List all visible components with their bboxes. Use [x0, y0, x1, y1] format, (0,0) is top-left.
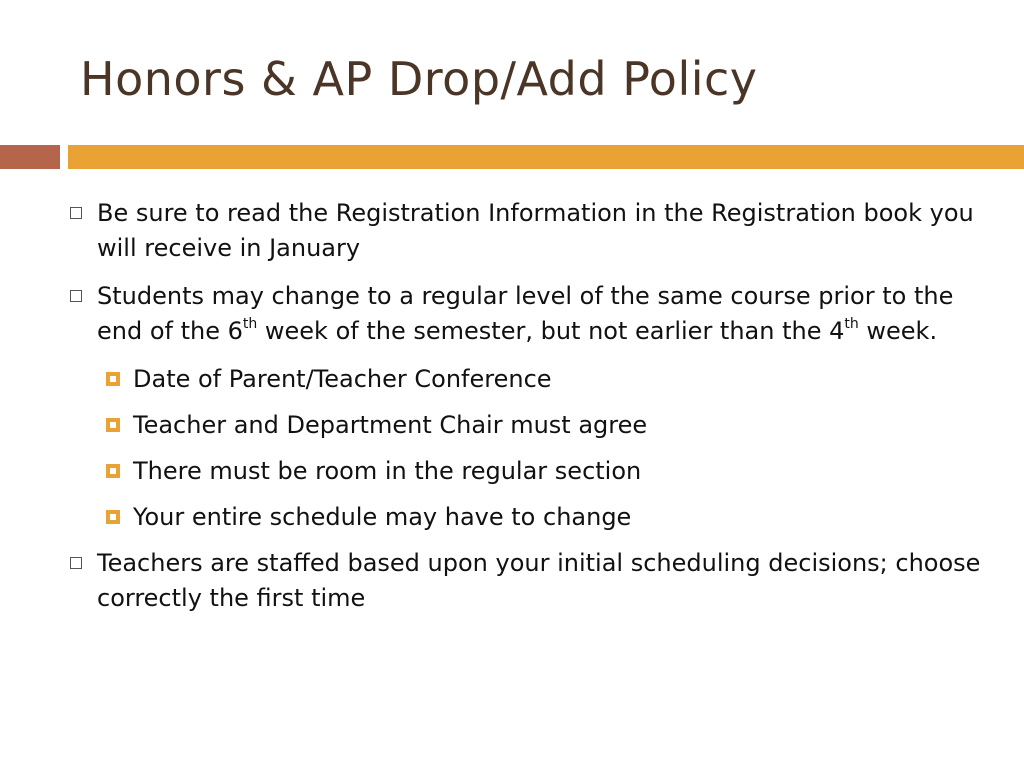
- title-rule-accent-right: [68, 145, 1024, 169]
- bullet-text: Teachers are staffed based upon your initial scheduling decisions; choose correctly the first time: [97, 549, 981, 612]
- sub-bullet-text: Your entire schedule may have to change: [133, 503, 632, 531]
- filled-square-bullet-icon: [106, 372, 120, 386]
- sub-bullet-text: There must be room in the regular section: [133, 457, 642, 485]
- slide-body: [64, 196, 1004, 629]
- bullet-text: Be sure to read the Registration Information in the Registration book you will receive in January: [97, 199, 974, 262]
- hollow-square-bullet-icon: [70, 207, 82, 219]
- hollow-square-bullet-icon: [70, 290, 82, 302]
- title-rule-accent-left: [0, 145, 60, 169]
- filled-square-bullet-icon: [106, 418, 120, 432]
- sub-bullet-text: Date of Parent/Teacher Conference: [133, 365, 552, 393]
- bullet-text: Students may change to a regular level of the same course prior to the end of the 6th week of the semester, but not earlier than the 4th week.: [97, 282, 954, 345]
- sub-bullet-conference-date: [64, 362, 1004, 397]
- sub-bullet-schedule-change: [64, 500, 1004, 535]
- sub-bullet-room: [64, 454, 1004, 489]
- sub-bullet-text: Teacher and Department Chair must agree: [133, 411, 648, 439]
- bullet-level-change: [64, 279, 1004, 349]
- filled-square-bullet-icon: [106, 464, 120, 478]
- slide-title: Honors & AP Drop/Add Policy: [80, 52, 758, 106]
- sub-bullet-chair-agree: [64, 408, 1004, 443]
- bullet-staffing: [64, 546, 1004, 616]
- filled-square-bullet-icon: [106, 510, 120, 524]
- bullet-registration-info: [64, 196, 1004, 266]
- hollow-square-bullet-icon: [70, 557, 82, 569]
